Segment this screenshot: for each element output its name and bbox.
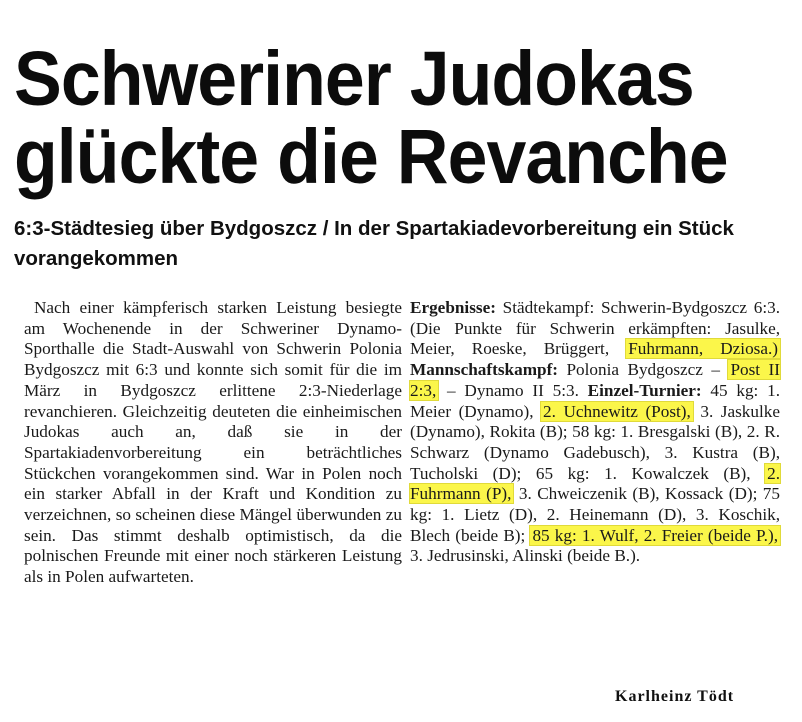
headline — [14, 36, 739, 200]
author-byline: Karlheinz Tödt — [615, 688, 735, 705]
headline-line-1: Schweriner Judokas — [14, 36, 694, 122]
single-tournament-label: Einzel-Turnier: — [587, 380, 702, 400]
results-text-7: 3. Jedrusinski, Alinski (beide B.). — [410, 546, 641, 566]
results-column — [410, 298, 780, 567]
results-text-2: Polonia Bydgoszcz – — [558, 360, 729, 380]
team-match-label: Mannschaftskampf: — [410, 360, 559, 380]
subheadline: 6:3-Städtesieg über Bydgoszcz / In der Spartakiadevorbereitung ein Stück vorangekommen — [14, 217, 734, 270]
results-text-5: 3. Jaskulke (Dynamo), Rokita (B); 58 kg: 1. Bresgalski (B), 2. R. Schwarz (Dynamo Gadebusch), 3. Kustra (B), Tucholski (D); 65 kg: 1. Kowalczek (B), — [410, 401, 780, 483]
highlight-fuhrmann: 2. Fuhrmann (P), — [410, 463, 780, 504]
article-left-column — [24, 298, 402, 588]
highlight-uchnewitz: 2. Uchnewitz (Post), — [543, 401, 691, 421]
highlight-post-ii: Post II 2:3, — [410, 360, 780, 400]
results-text-6: 3. Chweiczenik (B), Kossack (D); 75 kg: 1. Lietz (D), 2. Heinemann (D), 3. Koschik, Blech (beide B); — [410, 484, 780, 545]
results-text-4: 45 kg: 1. Meier (Dynamo), — [410, 380, 780, 421]
results-label: Ergebnisse: — [410, 298, 496, 317]
highlight-fuhrmann-dziosa: Fuhrmann, Dziosa.) — [628, 339, 779, 359]
headline-line-2: glückte die Revanche — [14, 114, 728, 200]
results-text-1: Städtekampf: Schwerin-Bydgoszcz 6:3. (Die Punkte für Schwerin erkämpften: Jasulke, Meier, Roeske, Brüggert, — [410, 298, 780, 359]
results-text-3: – Dynamo II 5:3. — [438, 380, 588, 400]
article-body-text: Nach einer kämpferisch starken Leistung besiegte am Wochenende in der Schweriner Dynamo-Sporthalle die Stadt-Auswahl von Schwerin Polonia Bydgoszcz mit 6:3 und konnte sich somit für die im März in Bydgoszcz erlittene 2:3-Niederlage revanchieren. Gleichzeitig deuteten die einheimischen Judokas auch an, daß sie in der Spartakiadenvorbereitung ein beträchtliches Stückchen vorangekommen sind. War in Polen noch ein starker Abfall in der Kraft und Kondition zu verzeichnen, so scheinen diese Mängel überwunden zu sein. Das stimmt deshalb optimistisch, da die polnischen Freunde mit einer noch stärkeren Leistung als in Polen aufwarteten. — [24, 298, 402, 587]
highlight-wulf-freier: 85 kg: 1. Wulf, 2. Freier (beide P.), — [532, 525, 778, 545]
